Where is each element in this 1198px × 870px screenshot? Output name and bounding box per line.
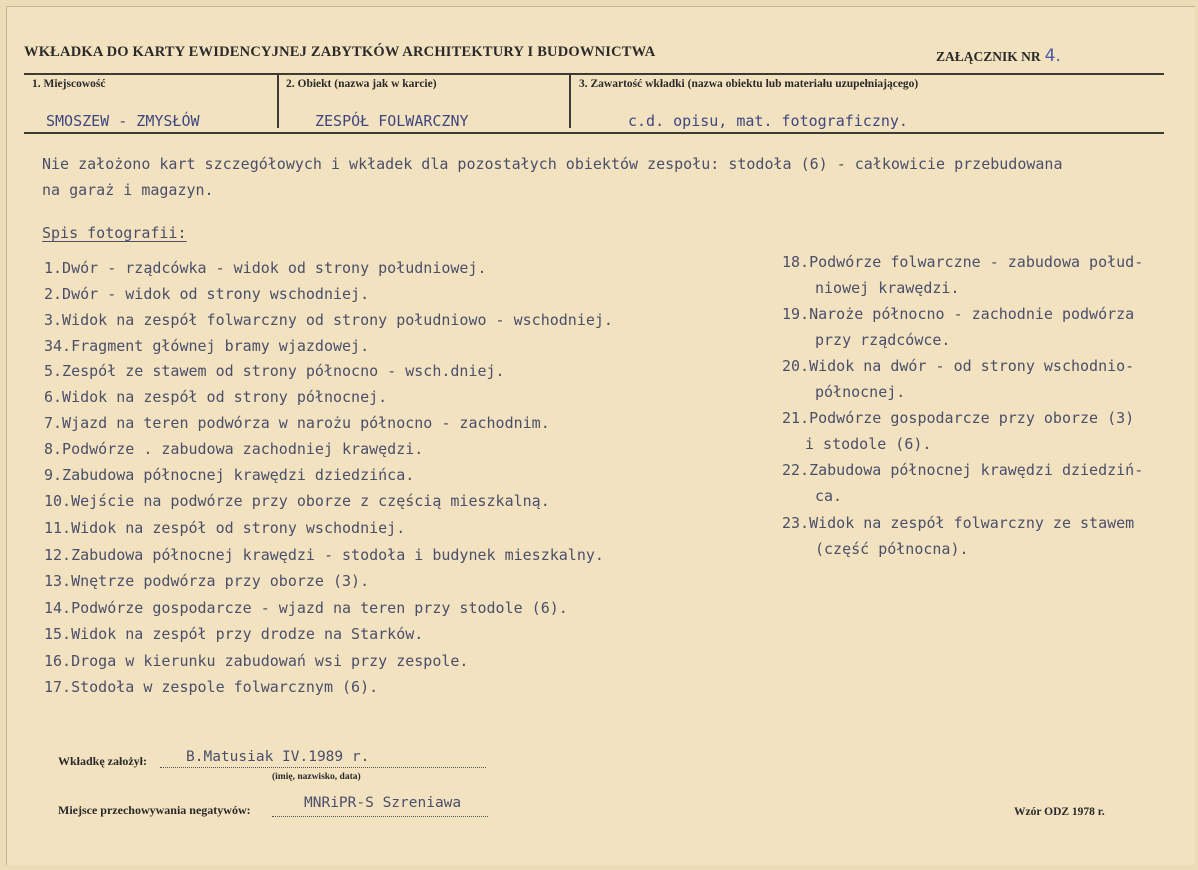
list-item: niowej krawędzi. [815, 279, 960, 297]
document-card [6, 6, 1195, 865]
list-item: przy rządcówce. [815, 331, 951, 349]
locality-value: SMOSZEW - ZMYSŁÓW [46, 112, 200, 130]
field-divider-1 [277, 74, 279, 128]
list-item: 19.Naroże północno - zachodnie podwórza [782, 305, 1135, 323]
list-item: 7.Wjazd na teren podwórza w narożu północno - zachodnim. [44, 414, 550, 432]
list-item: 2.Dwór - widok od strony wschodniej. [44, 285, 370, 303]
list-item: 23.Widok na zespół folwarczny ze stawem [782, 514, 1135, 532]
list-item: północnej. [815, 383, 906, 401]
form-title: WKŁADKA DO KARTY EWIDENCYJNEJ ZABYTKÓW ARCHITEKTURY I BUDOWNICTWA [24, 44, 656, 60]
contents-value: c.d. opisu, mat. fotograficzny. [628, 112, 908, 130]
attachment-number: 4. [1044, 46, 1061, 66]
list-item: 17.Stodoła w zespole folwarcznym (6). [44, 678, 379, 696]
list-item: 22.Zabudowa północnej krawędzi dziedziń- [782, 461, 1144, 479]
intro-line-1: Nie założono kart szczegółowych i wkładek dla pozostałych obiektów zespołu: stodoła (6) - całkowicie przebudowana [42, 155, 1063, 173]
list-item: 34.Fragment głównej bramy wjazdowej. [44, 337, 370, 355]
list-item: 3.Widok na zespół folwarczny od strony południowo - wschodniej. [44, 311, 613, 329]
object-value: ZESPÓŁ FOLWARCZNY [315, 112, 469, 130]
list-item: 21.Podwórze gospodarcze przy oborze (3) [782, 409, 1135, 427]
list-item: (część północna). [815, 540, 969, 558]
list-item: 18.Podwórze folwarczne - zabudowa połud- [782, 253, 1144, 271]
locality-label: 1. Miejscowość [32, 78, 106, 90]
intro-line-2: na garaż i magazyn. [42, 181, 214, 199]
list-item: 13.Wnętrze podwórza przy oborze (3). [44, 572, 370, 590]
list-item: 16.Droga w kierunku zabudowań wsi przy zespole. [44, 652, 469, 670]
list-item: 11.Widok na zespół od strony wschodniej. [44, 519, 406, 537]
negatives-label: Miejsce przechowywania negatywów: [58, 803, 251, 817]
list-item: 14.Podwórze gospodarcze - wjazd na teren przy stodole (6). [44, 599, 568, 617]
photo-list-title: Spis fotografii: [42, 224, 187, 242]
author-label: Wkładkę założył: [58, 754, 147, 768]
list-item: 5.Zespół ze stawem od strony północno - wsch.dniej. [44, 362, 505, 380]
author-dotted-line [160, 767, 486, 768]
list-item: 9.Zabudowa północnej krawędzi dziedzińca. [44, 466, 415, 484]
list-item: 10.Wejście na podwórze przy oborze z częścią mieszkalną. [44, 492, 550, 510]
list-item: 8.Podwórze . zabudowa zachodniej krawędzi. [44, 440, 424, 458]
list-item: 1.Dwór - rządcówka - widok od strony południowej. [44, 259, 487, 277]
author-hint: (imię, nazwisko, data) [272, 772, 361, 782]
header-top-rule [24, 73, 1164, 75]
list-item: ca. [815, 487, 843, 505]
object-label: 2. Obiekt (nazwa jak w karcie) [286, 78, 437, 90]
list-item: i stodole (6). [805, 435, 932, 453]
list-item: 15.Widok na zespół przy drodze na Starków. [44, 625, 424, 643]
attachment-label-group [936, 46, 1061, 66]
negatives-value: MNRiPR-S Szreniawa [304, 795, 462, 811]
list-item: 12.Zabudowa północnej krawędzi - stodoła i budynek mieszkalny. [44, 546, 604, 564]
list-item: 6.Widok na zespół od strony północnej. [44, 388, 388, 406]
contents-label: 3. Zawartość wkładki (nazwa obiektu lub materiału uzupełniającego) [579, 78, 919, 90]
author-value: B.Matusiak IV.1989 r. [186, 749, 370, 765]
header-bottom-rule [24, 132, 1164, 134]
negatives-dotted-line [272, 816, 488, 817]
form-model: Wzór ODZ 1978 r. [1014, 806, 1105, 818]
field-divider-2 [569, 74, 571, 128]
attachment-label: ZAŁĄCZNIK NR [936, 49, 1041, 64]
list-item: 20.Widok na dwór - od strony wschodnio- [782, 357, 1135, 375]
